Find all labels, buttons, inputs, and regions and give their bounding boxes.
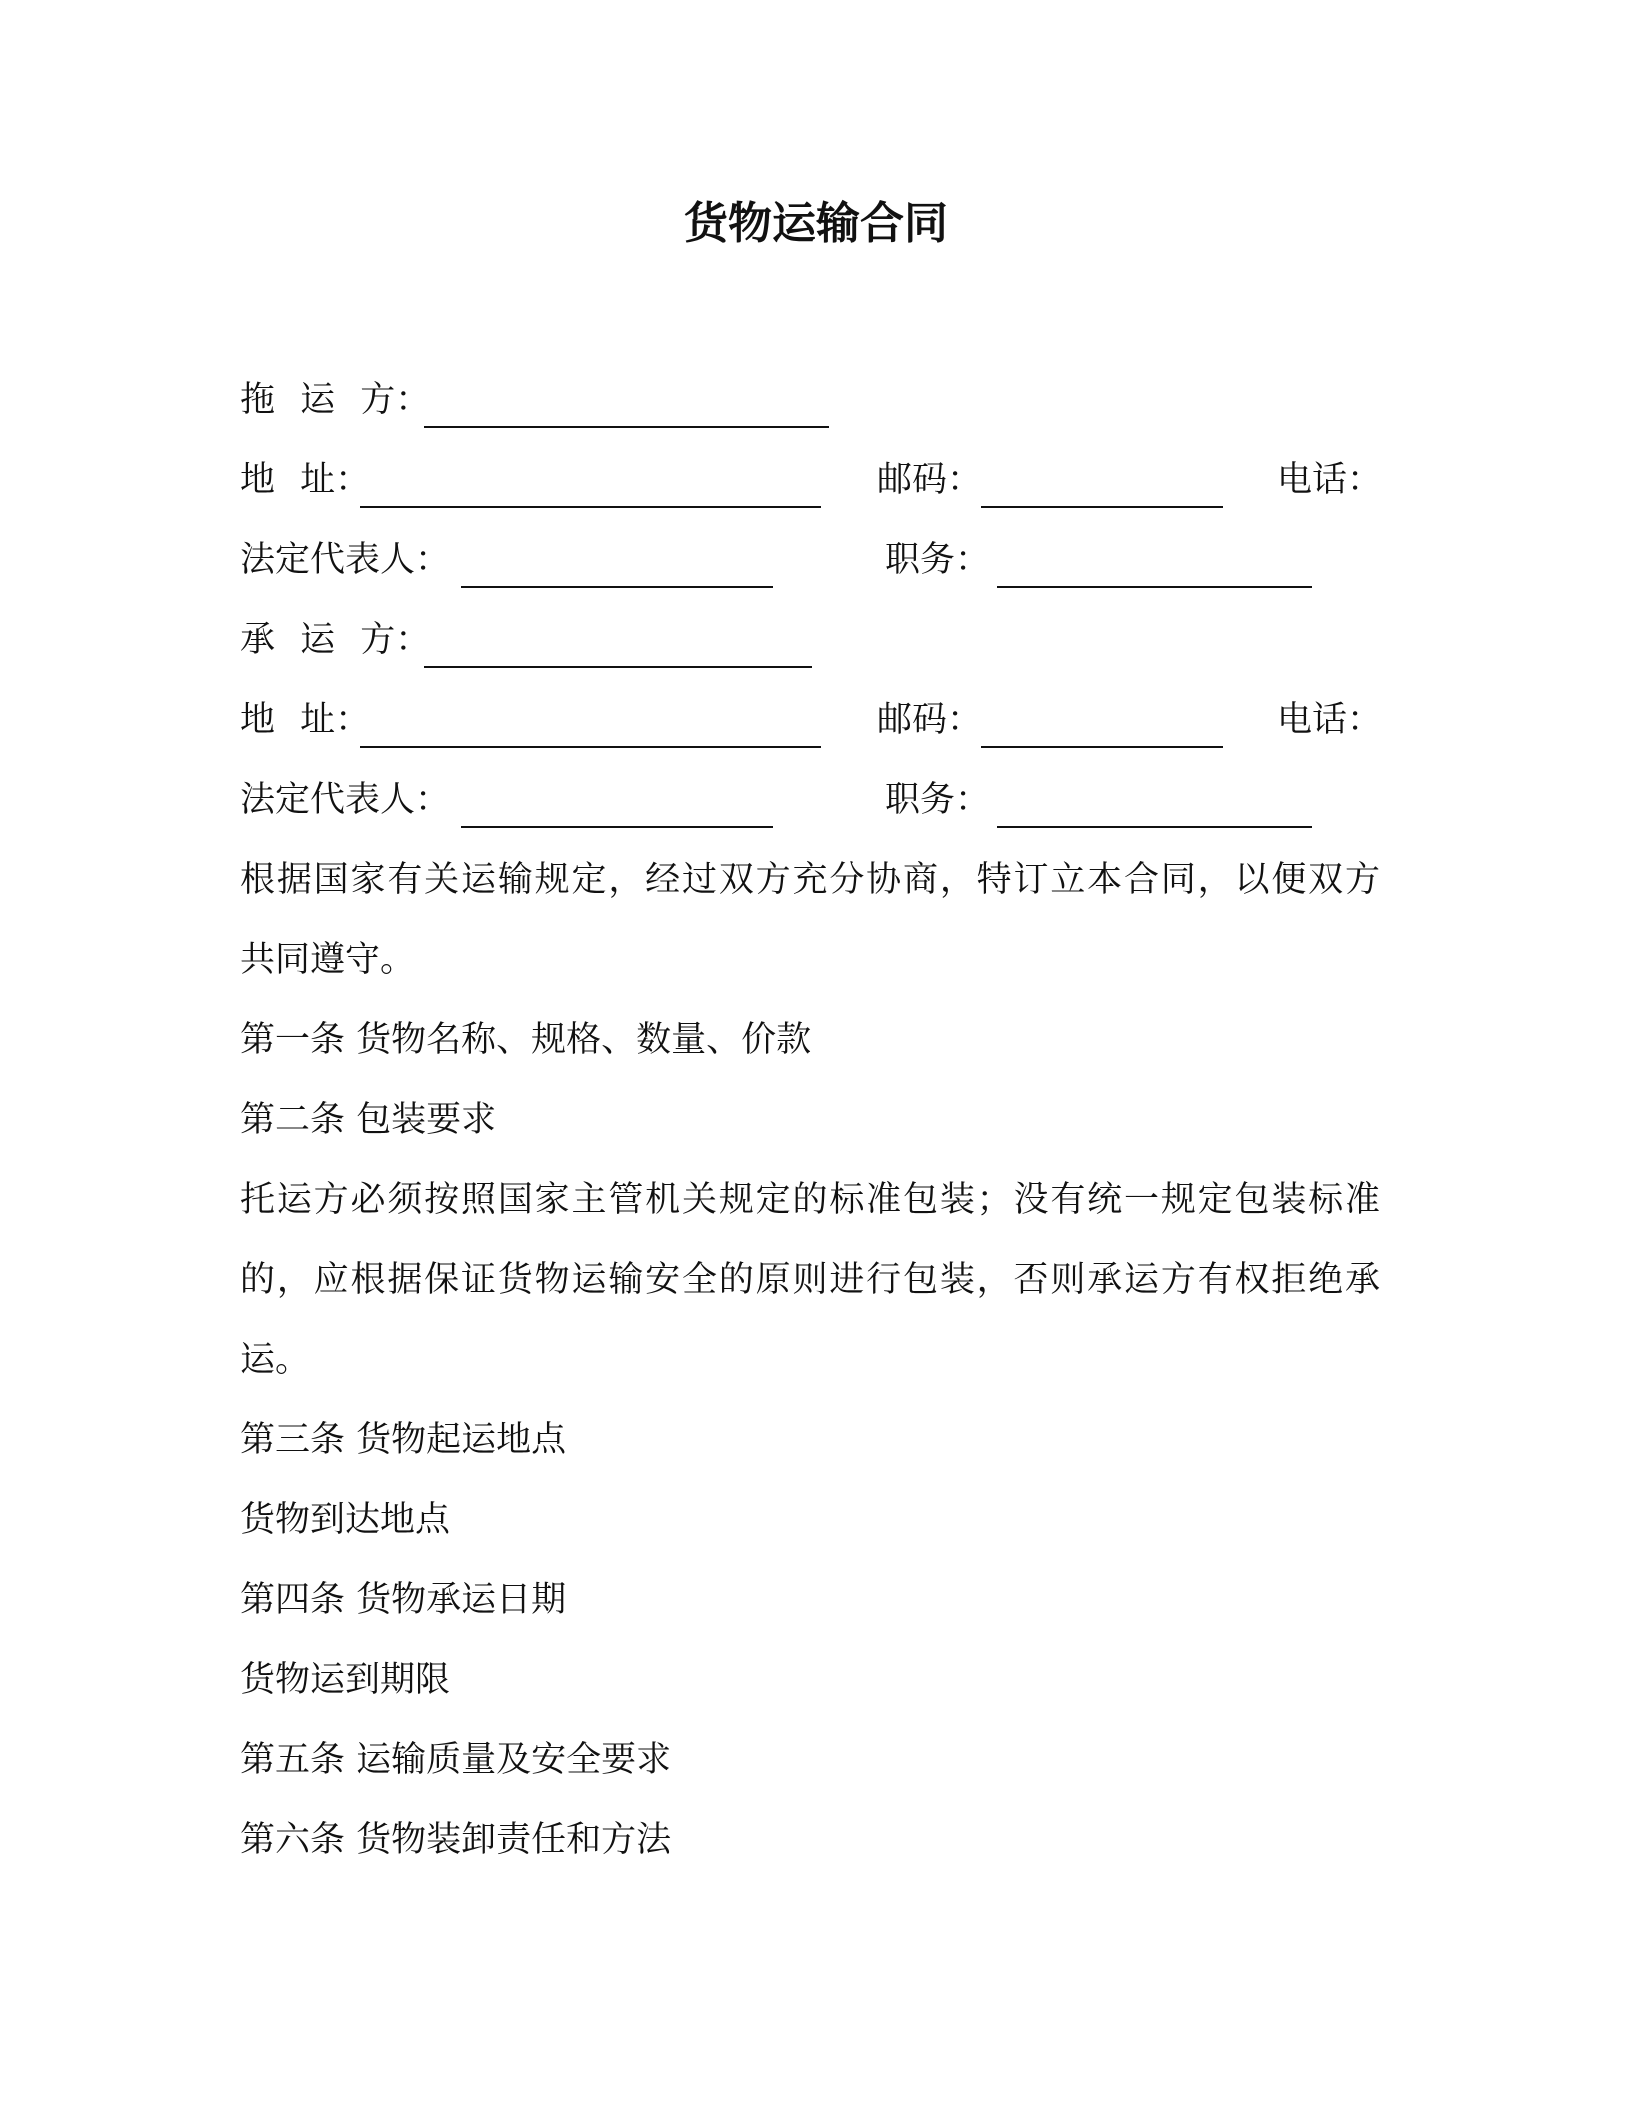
body-line: 货物运到期限 [240, 1660, 451, 1700]
clause-heading: 第二条 包装要求 [240, 1100, 497, 1140]
carrier-rep-label: 法定代表人： [240, 780, 451, 820]
shipper-rep-field[interactable] [461, 586, 773, 588]
body-line: 货物到达地点 [240, 1500, 451, 1540]
body-line: 托运方必须按照国家主管机关规定的标准包装；没有统一规定包装标准 [240, 1180, 1380, 1220]
shipper-phone-label: 电话： [1277, 460, 1383, 500]
carrier-position-label: 职务： [885, 780, 991, 820]
shipper-rep-label: 法定代表人： [240, 540, 451, 580]
carrier-postcode-field[interactable] [981, 746, 1223, 748]
clause-heading: 第三条 货物起运地点 [240, 1420, 567, 1460]
carrier-position-field[interactable] [997, 826, 1312, 828]
clause-heading: 第一条 货物名称、规格、数量、价款 [240, 1020, 812, 1060]
carrier-address-label: 地 址： [240, 700, 371, 740]
carrier-label: 承 运 方： [240, 620, 431, 660]
body-line: 根据国家有关运输规定，经过双方充分协商，特订立本合同，以便双方 [240, 860, 1380, 900]
document-title: 货物运输合同 [684, 198, 948, 249]
shipper-address-label: 地 址： [240, 460, 371, 500]
shipper-position-label: 职务： [885, 540, 991, 580]
body-line: 的，应根据保证货物运输安全的原则进行包装，否则承运方有权拒绝承 [240, 1260, 1380, 1300]
carrier-rep-field[interactable] [461, 826, 773, 828]
body-line: 运。 [240, 1340, 311, 1380]
carrier-field[interactable] [424, 666, 812, 668]
carrier-postcode-label: 邮码： [877, 700, 983, 740]
shipper-address-field[interactable] [360, 506, 821, 508]
clause-heading: 第六条 货物装卸责任和方法 [240, 1820, 672, 1860]
body-line: 共同遵守。 [240, 940, 416, 980]
shipper-postcode-label: 邮码： [877, 460, 983, 500]
shipper-field[interactable] [424, 426, 829, 428]
shipper-position-field[interactable] [997, 586, 1312, 588]
clause-heading: 第四条 货物承运日期 [240, 1580, 567, 1620]
clause-heading: 第五条 运输质量及安全要求 [240, 1740, 672, 1780]
shipper-postcode-field[interactable] [981, 506, 1223, 508]
carrier-phone-label: 电话： [1277, 700, 1383, 740]
shipper-label: 拖 运 方： [240, 380, 431, 420]
carrier-address-field[interactable] [360, 746, 821, 748]
